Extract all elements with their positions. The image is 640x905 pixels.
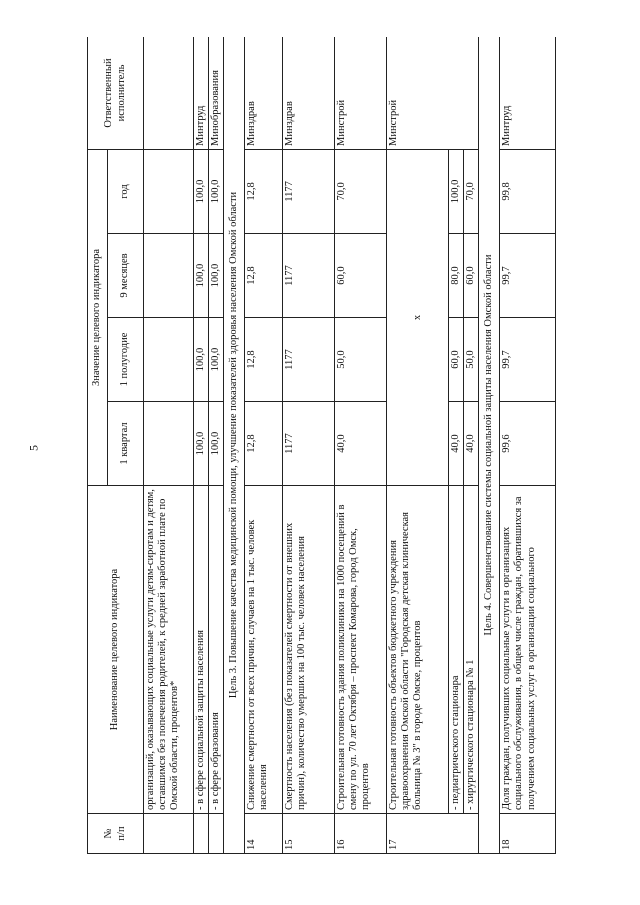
value-year: 70,0: [335, 149, 387, 233]
responsible: Минстрой: [387, 37, 479, 149]
goal-row: [479, 37, 500, 854]
header-name: Наименование целевого индикатора: [88, 486, 144, 814]
row-num: 16: [335, 814, 387, 854]
value-q1: 1177: [283, 402, 335, 486]
rotated-sheet: [87, 37, 598, 854]
sub-name: - педиатрического стационара: [449, 486, 464, 814]
continued-sub-row: [194, 37, 209, 854]
goal-4-heading: Цель 4. Совершенствование системы социальной защиты населения Омской области: [479, 37, 500, 854]
row-num: 17: [387, 814, 479, 854]
responsible: Минздрав: [245, 37, 283, 149]
not-applicable-mark: х: [387, 149, 449, 485]
value-m9: 99,7: [500, 234, 556, 318]
goal-3-heading: Цель 3. Повышение качества медицинской помощи, улучшение показателей здоровья населения Омской области: [224, 37, 245, 854]
value-q1: 100,0: [194, 402, 209, 486]
value-year: 100,0: [209, 149, 224, 233]
header-q1: 1 квартал: [108, 402, 144, 486]
value-h1: 100,0: [194, 318, 209, 402]
value-m9: 100,0: [209, 234, 224, 318]
continued-row: [144, 37, 194, 854]
header-num: № п/п: [88, 814, 144, 854]
table-row: [500, 37, 556, 854]
indicator-table: [87, 37, 556, 854]
goal-row: [224, 37, 245, 854]
value-h1: 50,0: [464, 318, 479, 402]
sub-row: [464, 37, 479, 854]
value-h1: 1177: [283, 318, 335, 402]
row-num: 14: [245, 814, 283, 854]
value-h1: 100,0: [209, 318, 224, 402]
header-value-group: Значение целевого индикатора: [88, 149, 108, 485]
indicator-name: Доля граждан, получивших социальные услуги в организациях социального обслуживания, в общем числе граждан, обратившихся за получением социальных услуг в организации социального: [500, 486, 556, 814]
indicator-name: Строительная готовность здания поликлиники на 1000 посещений в смену по ул. 70 лет Октября – проспект Комарова, город Омск, процентов: [335, 486, 387, 814]
value-m9: 12,8: [245, 234, 283, 318]
value-m9: 80,0: [449, 234, 464, 318]
value-h1: 50,0: [335, 318, 387, 402]
header-m9: 9 месяцев: [108, 234, 144, 318]
value-q1: 40,0: [335, 402, 387, 486]
indicator-name: Строительная готовность объектов бюджетного учреждения здравоохранения Омской области "Городская детская клиническая больница № 3" в городе Омске, процентов: [387, 486, 449, 814]
value-m9: 60,0: [464, 234, 479, 318]
table-row: [335, 37, 387, 854]
continued-text: организаций, оказывающих социальные услуги детям-сиротам и детям, оставшимся без попечения родителей, к средней заработной плате по Омской области, процентов*: [144, 486, 194, 814]
sub-row: [449, 37, 464, 854]
value-m9: 60,0: [335, 234, 387, 318]
sub-name: - в сфере образования: [209, 486, 224, 814]
table-row: [283, 37, 335, 854]
responsible: Минтруд: [500, 37, 556, 149]
sub-name: - хирургического стационара № 1: [464, 486, 479, 814]
value-m9: 1177: [283, 234, 335, 318]
table-row: [245, 37, 283, 854]
responsible: Минтруд: [194, 37, 209, 149]
header-row-1: [88, 37, 108, 854]
value-year: 12,8: [245, 149, 283, 233]
indicator-table-container: [87, 37, 598, 854]
value-h1: 12,8: [245, 318, 283, 402]
table-row: [387, 37, 449, 854]
value-q1: 12,8: [245, 402, 283, 486]
value-h1: 99,7: [500, 318, 556, 402]
value-m9: 100,0: [194, 234, 209, 318]
value-year: 100,0: [194, 149, 209, 233]
header-year: год: [108, 149, 144, 233]
value-q1: 100,0: [209, 402, 224, 486]
value-year: 70,0: [464, 149, 479, 233]
responsible: Минстрой: [335, 37, 387, 149]
cell-num: [144, 814, 194, 854]
responsible: Минобразования: [209, 37, 224, 149]
value-year: 99,8: [500, 149, 556, 233]
value-q1: 40,0: [449, 402, 464, 486]
indicator-name: Снижение смертности от всех причин, случаев на 1 тыс. человек населения: [245, 486, 283, 814]
row-num: 18: [500, 814, 556, 854]
value-year: 100,0: [449, 149, 464, 233]
continued-sub-row: [209, 37, 224, 854]
page-number: 5: [26, 445, 41, 451]
value-q1: 40,0: [464, 402, 479, 486]
row-num: 15: [283, 814, 335, 854]
value-year: 1177: [283, 149, 335, 233]
value-h1: 60,0: [449, 318, 464, 402]
sub-name: - в сфере социальной защиты населения: [194, 486, 209, 814]
indicator-name: Смертность населения (без показателей смертности от внешних причин), количество умерших на 100 тыс. человек населения: [283, 486, 335, 814]
value-q1: 99,6: [500, 402, 556, 486]
header-h1: 1 полугодие: [108, 318, 144, 402]
responsible: Минздрав: [283, 37, 335, 149]
header-responsible: Ответственный исполнитель: [88, 37, 144, 149]
